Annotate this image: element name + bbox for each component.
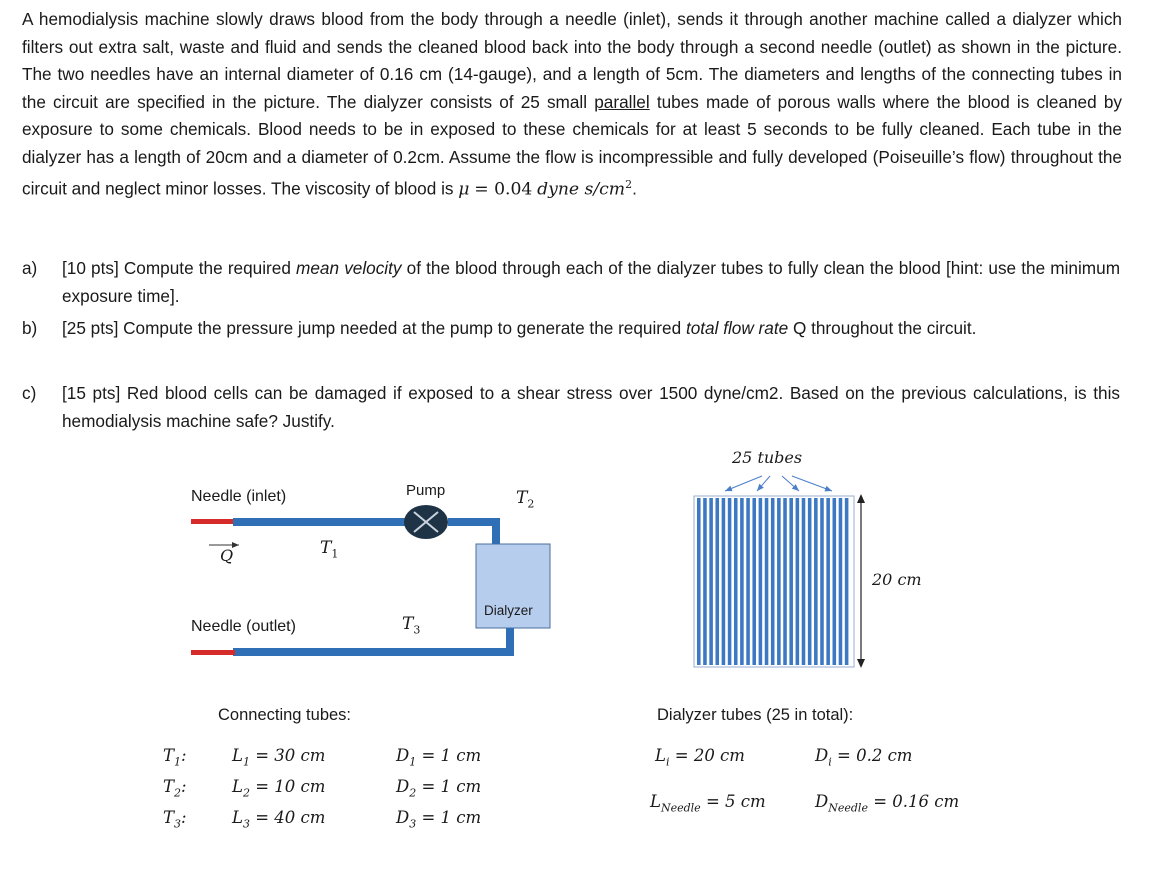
dialyzer-tube-stripe: [845, 498, 849, 665]
dialyzer-tube-stripe: [789, 498, 793, 665]
question-text: [15 pts] Red blood cells can be damaged if exposed to a shear stress over 1500 dyne/cm2. Based on the previous calculations, is this hemodialysis machine safe? Justify.: [62, 383, 1120, 431]
question-text: of the blood through each of the dialyzer tubes to fully clean the blood [hint: use the minimum exposure time].: [62, 258, 1121, 306]
dialyzer-label: Dialyzer: [484, 603, 533, 618]
mu-value: = 0.04: [474, 179, 533, 200]
tubes-count-label: 25 tubes: [732, 448, 803, 467]
flow-q-label: Q: [220, 546, 234, 565]
dialyzer-tube-stripe: [697, 498, 701, 665]
question-emphasis: total flow rate: [685, 318, 789, 338]
dialyzer-tube-stripe: [722, 498, 726, 665]
t2-label: $T_2$: [516, 488, 535, 511]
dialyzer-tube-stripe: [833, 498, 837, 665]
row-tube-name: $T_2$:: [163, 777, 187, 800]
intro-underlined-word: parallel: [594, 91, 650, 112]
row-tube-length: $L_2 = 10$ cm: [232, 777, 326, 800]
dialyzer-tube-stripe: [703, 498, 707, 665]
intro-text-2: tubes made of porous walls where the blood is cleaned by exposure to some chemicals. Blood needs to be in exposed to these chemicals for at least 5 seconds to be fully cleaned. Each tube in the dialyzer has a length of 20cm and a diameter of 0.2cm. Assume the flow is incompressible and fully developed (Poiseuille’s flow) throughout the circuit and neglect minor losses. The viscosity of blood is: [22, 91, 1122, 199]
question-text: [10 pts] Compute the required: [62, 258, 291, 278]
row-tube-length: $L_3 = 40$ cm: [232, 808, 326, 831]
dialyzer-tube-stripe: [777, 498, 781, 665]
dialyzer-tube-stripe: [820, 498, 824, 665]
question-label: c): [22, 383, 37, 403]
dialyzer-tube-stripe: [740, 498, 744, 665]
tubes-pointer-arrow: [757, 476, 770, 491]
inlet-needle: [191, 519, 235, 524]
dialyzer-tube-stripe: [765, 498, 769, 665]
dialyzer-tube-stripe: [728, 498, 732, 665]
dialyzer-tube-stripe: [826, 498, 830, 665]
dialyzer-tube-stripe: [814, 498, 818, 665]
pump-label: Pump: [406, 482, 446, 499]
question-text: [25 pts] Compute the pressure jump needed at the pump to generate the required: [62, 318, 682, 338]
tube-t3: [233, 648, 514, 656]
tubes-pointer-arrow: [792, 476, 832, 491]
t3-label: $T_3$: [402, 614, 421, 637]
dialyzer-tube-stripe: [783, 498, 787, 665]
mu-exponent: 2: [625, 178, 633, 191]
question-label: b): [22, 318, 38, 338]
t1-label: $T_1$: [320, 538, 339, 561]
row-tube-length: $L_1 = 30$ cm: [232, 746, 326, 769]
question-emphasis: mean velocity: [296, 258, 402, 278]
tubes-pointer-arrow: [782, 476, 799, 491]
dialyzer-tube-stripe: [839, 498, 843, 665]
mu-units: dyne s/cm: [537, 179, 626, 200]
dialyzer-tube-stripe: [746, 498, 750, 665]
dialyzer-tube-length: $L_i = 20$ cm: [655, 746, 745, 769]
dialyzer-tube-stripe: [715, 498, 719, 665]
dialyzer-tube-stripe: [709, 498, 713, 665]
dialyzer-tube-stripe: [752, 498, 756, 665]
question-label: a): [22, 258, 38, 278]
intro-text-1: A hemodialysis machine slowly draws blood from the body through a needle (inlet), sends it through another machine called a dialyzer which filters out extra salt, waste and fluid and sends the cleaned blood back into the body through a second needle (outlet) as shown in the picture. The two needles have an internal diameter of 0.16 cm (14-gauge), and a length of 5cm. The diameters and lengths of the connecting tubes in the circuit are specified in the picture. The dialyzer consists of 25 small: [22, 9, 1122, 112]
row-tube-name: $T_1$:: [163, 746, 187, 769]
tube-length-label: 20 cm: [872, 570, 922, 589]
dialyzer-tube-stripe: [734, 498, 738, 665]
row-tube-diameter: $D_2 = 1$ cm: [396, 777, 482, 800]
row-tube-diameter: $D_1 = 1$ cm: [396, 746, 482, 769]
dialyzer-tube-stripe: [808, 498, 812, 665]
dialyzer-tubes-title: Dialyzer tubes (25 in total):: [657, 706, 854, 724]
connecting-tubes-title: Connecting tubes:: [218, 706, 352, 724]
dialyzer-tube-stripe: [796, 498, 800, 665]
question-text: Q throughout the circuit.: [792, 318, 977, 338]
needle-inlet-label: Needle (inlet): [191, 488, 287, 505]
needle-length: $L_{Needle} = 5$ cm: [650, 792, 766, 815]
tubes-pointer-arrow: [725, 476, 762, 491]
dialyzer-tube-stripe: [802, 498, 806, 665]
needle-outlet-label: Needle (outlet): [191, 618, 296, 635]
dialyzer-tube-stripe: [759, 498, 763, 665]
dialyzer-tube-diameter: $D_i = 0.2$ cm: [815, 746, 913, 769]
dialyzer-tube-stripe: [771, 498, 775, 665]
outlet-needle: [191, 650, 235, 655]
row-tube-diameter: $D_3 = 1$ cm: [396, 808, 482, 831]
intro-end: .: [632, 178, 637, 199]
mu-symbol: μ: [458, 179, 470, 200]
needle-diameter: $D_{Needle} = 0.16$ cm: [815, 792, 960, 815]
row-tube-name: $T_3$:: [163, 808, 187, 831]
